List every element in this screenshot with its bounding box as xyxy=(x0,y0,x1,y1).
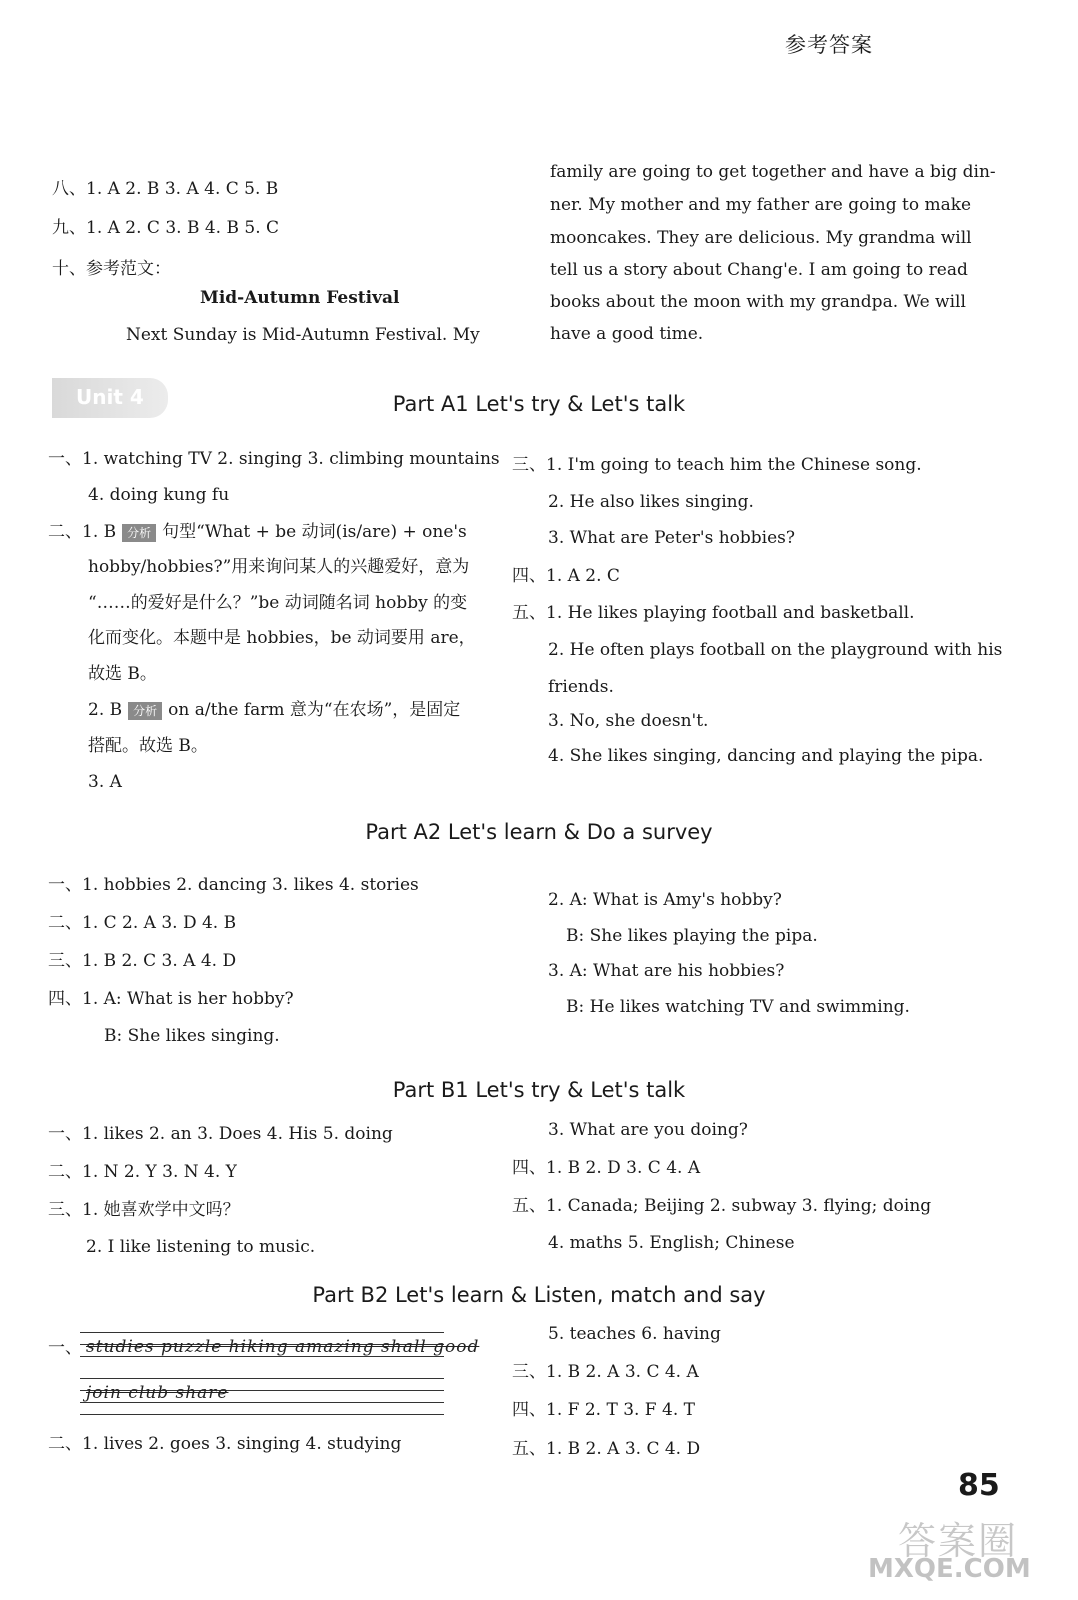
part-b2-title: Part B2 Let's learn & Listen, match and say xyxy=(312,1283,766,1307)
answer-line: 四、1. B 2. D 3. C 4. A xyxy=(512,1158,701,1178)
answer-line xyxy=(48,521,467,543)
answer-line: 一、 xyxy=(48,1338,82,1358)
answer-line: B: He likes watching TV and swimming. xyxy=(566,997,910,1017)
essay-title: Mid-Autumn Festival xyxy=(200,288,400,308)
answer-line: 一、1. watching TV 2. singing 3. climbing mountains xyxy=(48,449,500,469)
answer-line: 3. A: What are his hobbies? xyxy=(548,961,785,981)
answer-line: 3. No, she doesn't. xyxy=(548,711,709,731)
answer-line: 三、1. B 2. A 3. C 4. A xyxy=(512,1362,699,1382)
answer-line: 四、1. A 2. C xyxy=(512,566,620,586)
analysis-line: 搭配。故选 B。 xyxy=(88,736,208,756)
part-b1-title: Part B1 Let's try & Let's talk xyxy=(392,1078,686,1102)
answer-line: 4. She likes singing, dancing and playing the pipa. xyxy=(548,746,984,766)
ruled-line xyxy=(80,1332,444,1333)
analysis-line: 故选 B。 xyxy=(88,664,157,684)
analysis-line: hobby/hobbies?”用来询问某人的兴趣爱好，意为 xyxy=(88,557,470,577)
answer-line: 4. doing kung fu xyxy=(88,485,230,505)
answer-line: 五、1. B 2. A 3. C 4. D xyxy=(512,1439,701,1459)
answer-line: 2. He also likes singing. xyxy=(548,492,754,512)
answer-line: 2. He often plays football on the playground with his xyxy=(548,640,1003,660)
ruled-line xyxy=(80,1414,444,1415)
answer-line: 十、参考范文： xyxy=(52,259,171,279)
answer-line: 八、1. A 2. B 3. A 4. C 5. B xyxy=(52,179,279,199)
answer-line xyxy=(88,699,460,721)
answer-line: B: She likes playing the pipa. xyxy=(566,926,818,946)
essay-line: Next Sunday is Mid-Autumn Festival. My xyxy=(126,325,480,345)
watermark-text: 答案圈 xyxy=(898,1519,1019,1563)
essay-line: ner. My mother and my father are going to make xyxy=(550,195,972,215)
watermark-url: MXQE.COM xyxy=(868,1554,1031,1584)
answer-line: 三、1. B 2. C 3. A 4. D xyxy=(48,951,237,971)
watermark xyxy=(868,1510,1068,1590)
answer-line: B: She likes singing. xyxy=(104,1026,280,1046)
essay-line: tell us a story about Chang'e. I am going to read xyxy=(550,260,968,280)
handwritten-words: studies puzzle hiking amazing shall good xyxy=(86,1337,480,1357)
answer-line: 二、1. C 2. A 3. D 4. B xyxy=(48,913,237,933)
answer-line: friends. xyxy=(548,677,614,697)
answer-line: 二、1. N 2. Y 3. N 4. Y xyxy=(48,1162,237,1182)
analysis-text: 句型“What + be 动词(is/are) + one's xyxy=(162,522,467,542)
answer-text: 二、1. B xyxy=(48,522,117,542)
essay-line: books about the moon with my grandpa. We will xyxy=(550,292,966,312)
answer-line: 4. maths 5. English; Chinese xyxy=(548,1233,795,1253)
answer-text: 2. B xyxy=(88,700,123,720)
answer-line: 五、1. He likes playing football and basketball. xyxy=(512,603,915,623)
answer-line: 三、1. 她喜欢学中文吗？ xyxy=(48,1200,240,1220)
answer-line: 五、1. Canada; Beijing 2. subway 3. flying; doing xyxy=(512,1196,932,1216)
answer-line: 二、1. lives 2. goes 3. singing 4. studying xyxy=(48,1434,402,1454)
answer-line: 三、1. I'm going to teach him the Chinese song. xyxy=(512,455,922,475)
essay-line: have a good time. xyxy=(550,324,704,344)
handwritten-words: join club share xyxy=(86,1383,229,1403)
answer-line: 5. teaches 6. having xyxy=(548,1324,721,1344)
answer-line: 一、1. likes 2. an 3. Does 4. His 5. doing xyxy=(48,1124,393,1144)
essay-line: mooncakes. They are delicious. My grandma will xyxy=(550,228,972,248)
answer-line: 一、1. hobbies 2. dancing 3. likes 4. stories xyxy=(48,875,419,895)
part-a2-title: Part A2 Let's learn & Do a survey xyxy=(365,820,713,844)
analysis-tag: 分析 xyxy=(128,702,162,720)
answer-line: 四、1. A: What is her hobby? xyxy=(48,989,294,1009)
page-number: 85 xyxy=(958,1468,1000,1503)
answer-line: 2. A: What is Amy's hobby? xyxy=(548,890,782,910)
analysis-line: 化而变化。本题中是 hobbies，be 动词要用 are， xyxy=(88,628,476,648)
answer-line: 九、1. A 2. C 3. B 4. B 5. C xyxy=(52,218,280,238)
answer-line: 3. A xyxy=(88,772,122,792)
answer-line: 2. I like listening to music. xyxy=(86,1237,316,1257)
part-a1-title: Part A1 Let's try & Let's talk xyxy=(392,392,686,416)
essay-line: family are going to get together and have a big din- xyxy=(550,162,996,182)
analysis-line: “……的爱好是什么？”be 动词随名词 hobby 的变 xyxy=(88,593,468,613)
page-header: 参考答案 xyxy=(785,33,873,57)
answer-line: 3. What are Peter's hobbies? xyxy=(548,528,795,548)
analysis-tag: 分析 xyxy=(122,524,156,542)
analysis-text: on a/the farm 意为“在农场”，是固定 xyxy=(168,700,461,720)
unit-tab-label: Unit 4 xyxy=(76,385,144,409)
ruled-line xyxy=(80,1378,444,1379)
answer-line: 3. What are you doing? xyxy=(548,1120,748,1140)
answer-line: 四、1. F 2. T 3. F 4. T xyxy=(512,1400,695,1420)
